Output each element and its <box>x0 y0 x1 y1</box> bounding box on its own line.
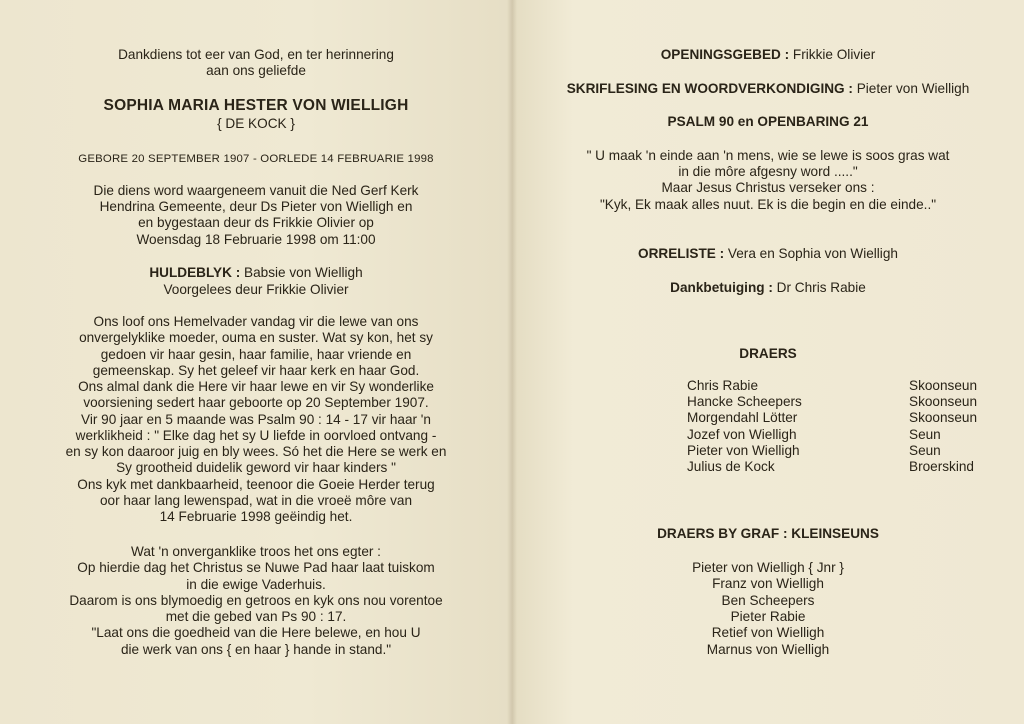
grave-bearer: Retief von Wielligh <box>711 625 825 640</box>
closing-line: Wat 'n onverganklike troos het ons egter : <box>131 544 381 559</box>
tribute-read-by: Voorgelees deur Frikkie Olivier <box>163 282 349 297</box>
tribute-line: oor haar lang lewenspad, wat in die vroeë môre van <box>99 493 413 508</box>
bearer-name: Chris Rabie <box>687 378 759 393</box>
closing-line: in die ewige Vaderhuis. <box>186 577 326 592</box>
opening-prayer <box>512 47 1024 63</box>
psalm-reference: PSALM 90 en OPENBARING 21 <box>667 114 869 129</box>
thanks <box>512 280 1024 296</box>
tribute-line: werklikheid : " Elke dag het sy U liefde in oorvloed ontvang - <box>75 428 437 443</box>
intro-line-2: aan ons geliefde <box>206 63 306 78</box>
opening-value: Frikkie Olivier <box>792 47 876 62</box>
bearer-relation: Skoonseun <box>909 410 978 425</box>
tribute-heading <box>0 265 512 281</box>
quote-line: in die môre afgesny word ....." <box>678 164 858 179</box>
tribute-line: gemeenskap. Sy het geleef vir haar kerk en haar God. <box>92 363 420 378</box>
tribute-line: voorsiening sedert haar geboorte op 20 September 1907. <box>83 395 429 410</box>
bearer-name: Pieter von Wielligh <box>687 443 800 458</box>
closing-line: met die gebed van Ps 90 : 17. <box>165 609 347 624</box>
maiden-name: { DE KOCK } <box>217 116 295 131</box>
organ-label: ORRELISTE : <box>638 246 725 261</box>
bearer-name: Julius de Kock <box>687 459 775 474</box>
grave-bearer: Pieter von Wielligh { Jnr } <box>692 560 844 575</box>
closing-line: "Laat ons die goedheid van die Here belewe, en hou U <box>91 625 421 640</box>
service-line-2: Hendrina Gemeente, deur Ds Pieter von Wielligh en <box>99 199 413 214</box>
tribute-line: en sy kon daaroor juig en bly wees. Só het die Here se werk en <box>65 444 447 459</box>
tribute-line: Vir 90 jaar en 5 maande was Psalm 90 : 14 - 17 vir haar 'n <box>81 412 431 427</box>
bearer-relation: Skoonseun <box>909 394 978 409</box>
bearer-name: Jozef von Wielligh <box>687 427 797 442</box>
tribute-label: HULDEBLYK : <box>149 265 241 280</box>
closing-line: Daarom is ons blymoedig en getroos en kyk ons nou vorentoe <box>69 593 443 608</box>
right-page <box>512 0 1024 724</box>
opening-label: OPENINGSGEBED : <box>660 47 790 62</box>
bearer-relation: Seun <box>909 443 941 458</box>
thanks-label: Dankbetuiging : <box>670 280 773 295</box>
bearer-relation: Broerskind <box>909 459 974 474</box>
grave-bearer: Marnus von Wielligh <box>706 642 830 657</box>
tribute-line: Sy grootheid duidelik geword vir haar kinders " <box>116 460 396 475</box>
service-line-3: en bygestaan deur ds Frikkie Olivier op <box>138 215 374 230</box>
deceased-name: SOPHIA MARIA HESTER VON WIELLIGH <box>103 97 409 114</box>
organ-value: Vera en Sophia von Wielligh <box>727 246 898 261</box>
life-dates: GEBORE 20 SEPTEMBER 1907 - OORLEDE 14 FEBRUARIE 1998 <box>78 153 434 165</box>
bearer-name: Hancke Scheepers <box>687 394 802 409</box>
reading-label: SKRIFLESING EN WOORDVERKONDIGING : <box>566 81 853 96</box>
scripture-reading <box>512 81 1024 97</box>
tribute-line: onvergelyklike moeder, ouma en suster. Wat sy kon, het sy <box>79 330 433 345</box>
thanks-value: Dr Chris Rabie <box>776 280 866 295</box>
intro-line-1: Dankdiens tot eer van God, en ter herinnering <box>118 47 394 62</box>
grave-bearers-title: DRAERS BY GRAF : KLEINSEUNS <box>657 526 879 541</box>
grave-bearer: Pieter Rabie <box>730 609 806 624</box>
bearers-title: DRAERS <box>739 346 797 361</box>
tribute-line: Ons loof ons Hemelvader vandag vir die lewe van ons <box>93 314 419 329</box>
service-line-4: Woensdag 18 Februarie 1998 om 11:00 <box>136 232 376 247</box>
tribute-line: 14 Februarie 1998 geëindig het. <box>159 509 353 524</box>
closing-line: die werk van ons { en haar } hande in stand." <box>120 642 392 657</box>
quote-line: "Kyk, Ek maak alles nuut. Ek is die begin en die einde.." <box>599 197 937 212</box>
bearer-relation: Skoonseun <box>909 378 978 393</box>
tribute-line: gedoen vir haar gesin, haar familie, haar vriende en <box>100 347 412 362</box>
tribute-line: Ons almal dank die Here vir haar lewe en vir Sy wonderlike <box>78 379 434 394</box>
page-fold <box>507 0 517 724</box>
bearer-relation: Seun <box>909 427 941 442</box>
bearer-name: Morgendahl Lötter <box>687 410 798 425</box>
quote-line: " U maak 'n einde aan 'n mens, wie se lewe is soos gras wat <box>586 148 950 163</box>
quote-line: Maar Jesus Christus verseker ons : <box>661 180 875 195</box>
reading-value: Pieter von Wielligh <box>856 81 970 96</box>
organist <box>512 246 1024 262</box>
grave-bearer: Franz von Wielligh <box>712 576 824 591</box>
closing-line: Op hierdie dag het Christus se Nuwe Pad haar laat tuiskom <box>77 560 435 575</box>
grave-bearer: Ben Scheepers <box>721 593 815 608</box>
tribute-by: Babsie von Wielligh <box>244 265 363 280</box>
tribute-line: Ons kyk met dankbaarheid, teenoor die Goeie Herder terug <box>77 477 435 492</box>
service-line-1: Die diens word waargeneem vanuit die Ned Gerf Kerk <box>93 183 419 198</box>
